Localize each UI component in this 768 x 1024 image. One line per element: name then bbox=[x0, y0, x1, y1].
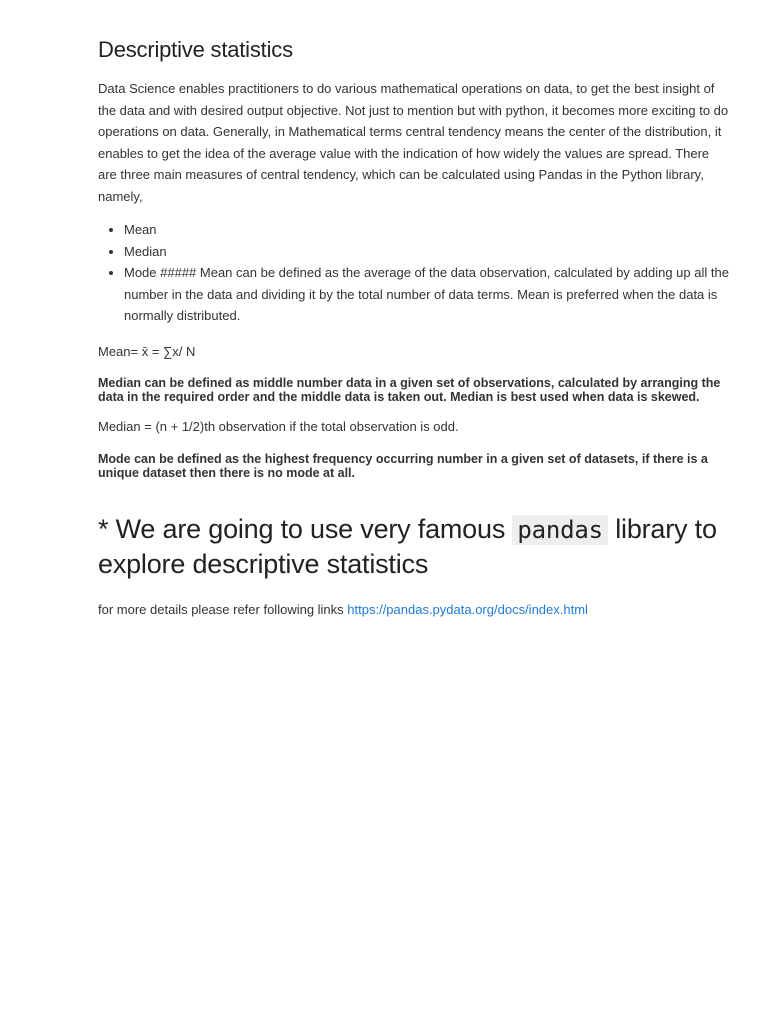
pandas-heading bbox=[98, 512, 734, 581]
list-item-median: • Median bbox=[124, 241, 744, 263]
more-details-paragraph bbox=[98, 599, 588, 620]
inline-code-pandas: pandas bbox=[512, 515, 608, 545]
more-details-text: for more details please refer following links bbox=[98, 602, 348, 617]
heading-suffix: library to explore descriptive statistics bbox=[98, 514, 717, 579]
heading-prefix: * We are going to use very famous bbox=[98, 514, 513, 544]
median-formula: Median = (n + 1/2)th observation if the total observation is odd. bbox=[98, 419, 459, 434]
list-item-mode: • Mode ##### Mean can be defined as the average of the data observation, calculated by adding up all the number in the data and dividing it by the total number of data terms. Mean is preferred when the data is normally distributed. bbox=[124, 262, 744, 327]
mean-formula: Mean= x̄ = ∑x/ N bbox=[98, 344, 196, 359]
mode-definition: Mode can be defined as the highest frequency occurring number in a given set of datasets, if there is a unique dataset then there is no mode at all. bbox=[98, 452, 708, 480]
section-title: Descriptive statistics bbox=[98, 37, 293, 62]
pandas-docs-link[interactable]: https://pandas.pydata.org/docs/index.html bbox=[347, 602, 588, 617]
measures-list bbox=[98, 219, 744, 327]
median-definition: Median can be defined as middle number data in a given set of observations, calculated by arranging the data in the required order and the middle data is taken out. Median is best used when data is skewed. bbox=[98, 376, 721, 404]
intro-paragraph: Data Science enables practitioners to do various mathematical operations on data, to get the best insight of the data and with desired output objective. Not just to mention but with python, it becomes more exciting to do operations on data. Generally, in Mathematical terms central tendency means the center of the distribution, it enables to get the idea of the average value with the indication of how widely the values are spread. There are three main measures of central tendency, which can be calculated using Pandas in the Python library, namely, bbox=[98, 81, 729, 204]
list-item-mean: • Mean bbox=[124, 219, 744, 241]
